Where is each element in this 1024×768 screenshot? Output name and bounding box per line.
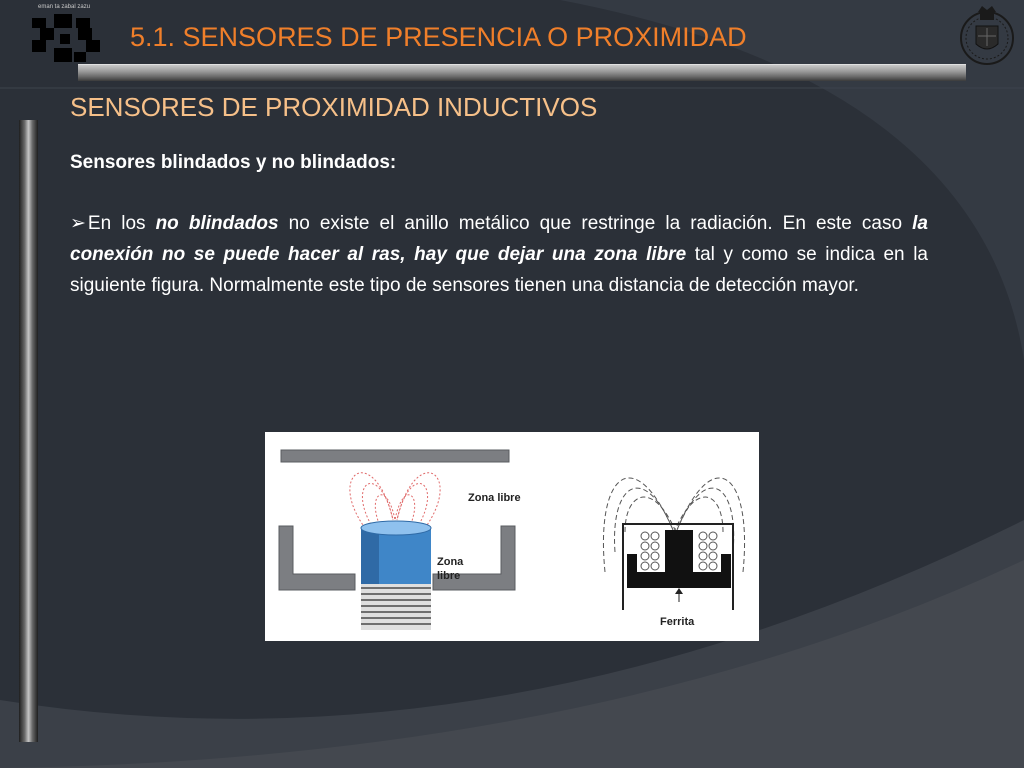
sensor-figure: [265, 432, 759, 641]
slide-title: 5.1. SENSORES DE PRESENCIA O PROXIMIDAD: [130, 22, 747, 52]
logo-motto: eman ta zabal zazu: [38, 4, 91, 10]
sensor-diagram: [265, 432, 759, 641]
paragraph-text: tal y como se indica en la siguiente figura. Normalmente este tipo de sensores tienen una distancia de detección mayor.: [70, 244, 928, 296]
university-emblem-icon: [30, 12, 102, 64]
paragraph-text: no existe el anillo metálico que restringe la radiación. En este caso: [278, 213, 913, 234]
left-decorative-bar: [19, 120, 38, 742]
paragraph-emphasis: no blindados: [155, 213, 279, 234]
title-divider-bar: [78, 64, 966, 81]
university-logo: [30, 2, 102, 66]
figure-label-zona-libre: Zona libre: [468, 492, 521, 504]
figure-label-zona: Zona: [437, 556, 464, 568]
coat-of-arms-logo: [958, 4, 1016, 68]
section-heading: Sensores blindados y no blindados:: [70, 152, 397, 173]
paragraph-text: En los: [87, 213, 156, 234]
paragraph-emphasis: la conexión no se puede hacer al ras, hay que dejar una zona libre: [70, 213, 928, 265]
figure-label-libre: libre: [437, 570, 461, 582]
body-paragraph: [70, 208, 928, 301]
figure-label-ferrita: Ferrita: [660, 616, 695, 628]
coat-of-arms-icon: [958, 4, 1016, 68]
slide-subtitle: SENSORES DE PROXIMIDAD INDUCTIVOS: [70, 92, 598, 122]
arrow-bullet-icon: ➢: [70, 213, 86, 234]
